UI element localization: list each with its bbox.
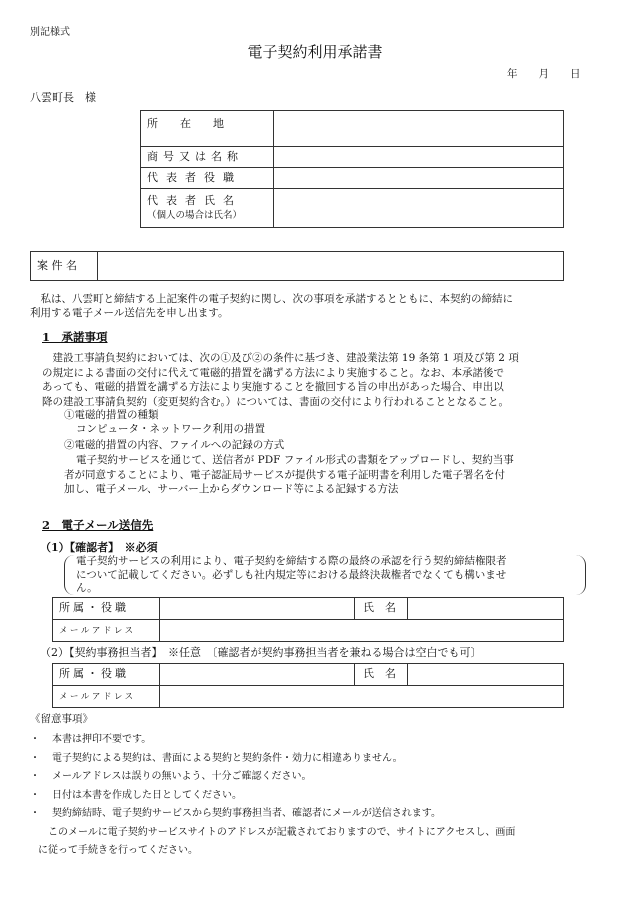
item1-title: ①電磁的措置の種類 [64, 409, 159, 421]
staff-name-field[interactable] [408, 664, 564, 686]
case-label: 案 件 名 [31, 252, 98, 281]
address-label: 所 在 地 [141, 111, 274, 147]
item2-body: 電子契約サービスを通じて、送信者が PDF ファイル形式の書類をアップロードし、契約当事 者が同意することにより、電子認証局サービスが提供する電子証明書を利用した電子署名を付 加し、電子メール、サーバー上からダウンロード等による記録する方法 [64, 454, 514, 495]
date-line: 年 月 日 [507, 68, 581, 80]
addressee: 八雲町長 様 [30, 91, 96, 104]
company-field[interactable] [274, 147, 564, 168]
staff-dept-label: 所属・役職 [53, 664, 160, 686]
item2-title: ②電磁的措置の内容、ファイルへの記録の方式 [64, 439, 285, 451]
intro-text: 私は、八雲町と締結する上記案件の電子契約に関し、次の事項を承諾するとともに、本契約の締結に 利用する電子メール送信先を申し出ます。 [30, 293, 513, 319]
note-item: ・ 契約締結時、電子契約サービスから契約事務担当者、確認者にメールが送信されます。 [30, 808, 441, 819]
section1-heading: 1 承諾事項 [42, 330, 108, 344]
case-table [30, 251, 564, 281]
confirmer-table [52, 597, 564, 642]
note-item: ・ メールアドレスは誤りの無いよう、十分ご確認ください。 [30, 771, 312, 782]
form-label: 別記様式 [30, 27, 70, 38]
staff-dept-field[interactable] [160, 664, 355, 686]
notes-tail: このメールに電子契約サービスサイトのアドレスが記載されておりますので、サイトにアクセスし、画面 に従って手続きを行ってください。 [38, 827, 516, 856]
staff-heading: （2）【契約事務担当者】 ※任意 〔確認者が契約事務担当者を兼ねる場合は空白でも可〕 [40, 646, 482, 659]
notes-list [30, 731, 441, 824]
address-field[interactable] [274, 111, 564, 147]
rep-title-label: 代表者役職 [141, 168, 274, 189]
note-item: ・ 本書は押印不要です。 [30, 734, 152, 745]
confirmer-email-field[interactable] [160, 620, 564, 642]
confirmer-heading: （1）【確認者】 ※必須 [40, 541, 158, 554]
confirmer-dept-field[interactable] [160, 598, 355, 620]
confirmer-name-label: 氏 名 [355, 598, 408, 620]
confirmer-email-label: メールアドレス [53, 620, 160, 642]
staff-email-field[interactable] [160, 686, 564, 708]
company-label: 商号又は名称 [141, 147, 274, 168]
staff-name-label: 氏 名 [355, 664, 408, 686]
note-item: ・ 電子契約による契約は、書面による契約と契約条件・効力に相違ありません。 [30, 752, 403, 764]
applicant-table [140, 110, 564, 228]
page-title: 電子契約利用承諾書 [247, 43, 383, 61]
rep-name-label: 代表者氏名 （個人の場合は氏名） [141, 189, 274, 228]
staff-table [52, 663, 564, 708]
confirmer-note: 電子契約サービスの利用により、電子契約を締結する際の最終の承認を行う契約締結権限者 について記載してください。必ずしも社内規定等における最終決裁権者でなくても構いませ ん。 [76, 555, 507, 594]
rep-title-field[interactable] [274, 168, 564, 189]
confirmer-dept-label: 所属・役職 [53, 598, 160, 620]
case-field[interactable] [98, 252, 564, 281]
staff-email-label: メールアドレス [53, 686, 160, 708]
note-item: ・ 日付は本書を作成した日としてください。 [30, 789, 242, 801]
confirmer-name-field[interactable] [408, 598, 564, 620]
notes-heading: 《留意事項》 [30, 713, 93, 725]
rep-name-field[interactable] [274, 189, 564, 228]
section2-heading: 2 電子メール送信先 [42, 518, 154, 532]
section1-body: 建設工事請負契約においては、次の①及び②の条件に基づき、建設業法第 19 条第 1 項及び第 2 項 の規定による書面の交付に代えて電磁的措置を講ずる方法により実施すること。なお、本承諾後で あっても、電磁的措置を講ずる方法により実施することを撤回する旨の申出があった場合、申出以 降の建設工事請負契約（変更契約含む。）については、書面の交付により行われることとなること。 [42, 352, 519, 408]
item1-body: コンピュータ・ネットワーク利用の措置 [76, 423, 265, 435]
